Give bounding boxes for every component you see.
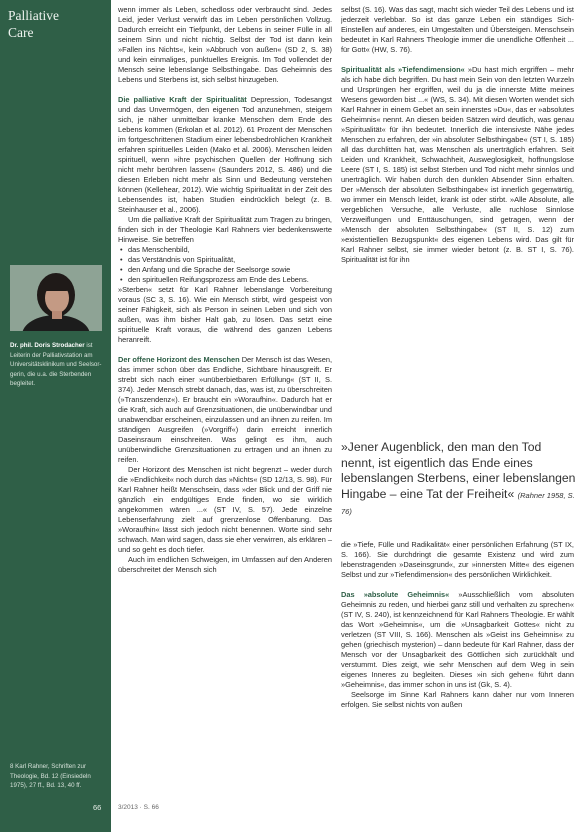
sidebar-band	[0, 0, 111, 832]
left-text-column	[118, 5, 332, 795]
paragraph: Um die palliative Kraft der Spiritualität zum Tragen zu bringen, finden sich in der Theologie Karl Rahners vier bedenkenswerte Hinweise. Sie betreffen	[118, 215, 332, 244]
right-text-column-top	[341, 5, 574, 395]
paragraph-text: »Du hast mich ergriffen – mehr als ich habe dich begriffen. Du hast mein Sein von den letzten Wurzeln und Ursprüngen her ergriffen, weil du ja die innerste Mitte meines Wesens geworden bist ...« (WS, S. 34). Mit diesen Worten wendet sich Karl Rahner in einem Gebet an sein innerstes »Du«, das er »absolutes Geheimnis« nennt. An diesen beiden Sätzen wird deutlich, was genau »Spiritualität« für ihn bedeutet. Innerlich die intensivste Nähe jedes Menschen zu erfahren, der »in absoluter Selbsthingabe« (ST I, S. 185) all das durchlitten hat, was Menschen als unerträglich erfahren. Seit Leiden und Krankheit, Schwachheit, Ausweglosigkeit, hoffnungslose Leere (ST I, S. 185) ist selbst Sterben und Tod nicht mehr sinnlos und unerträglich. Wir haben durch den dunklen Absender Sinn erhalten. Der »Mensch der absoluten Selbsthingabe« ist innerlich gegenwärtig, wo immer ein Mensch leidet, krank ist oder stirbt. »Alle Absolute, alle vergeblichen Versuche, alle Verluste, alle ruchlose Sinnlose Verzweiflungen und Enttäuschungen, sind getragen, wenn der »Mensch der absoluten Selbsthingabe« (ST II, S. 12) zum »existentiellen Bezugspunkt« des eigenen Lebens wird. Das gilt für Karl Rahner selbst, sie immer wieder betont (z. B. ST I, S. 76). Spiritualität ist für ihn	[341, 65, 574, 264]
section-heading: Der offene Horizont des Menschen	[118, 355, 240, 364]
paragraph: Der Horizont des Menschen ist nicht begrenzt – weder durch die »Endlichkeit« noch durch das »Nichts« (SD 12/13, S. 98). Für Karl Rahner heißt Menschsein, dass »der Blick und der Griff nie gänzlich ein endgültiges Ende finden, wo sie wirklich angekommen wären ...« (ST IV, S. 57). Jede einzelne Lebenserfahrung zielt auf grenzenlose Offenbarung. Das »Woraufhin« lässt sich jedoch nicht benennen. Worte sind sehr schwach. Man wird sagen, dass sie eher verwirren, als erklären – und so geht es doch tiefer.	[118, 465, 332, 554]
portrait-image	[10, 265, 102, 331]
paragraph-text: »Ausschließlich vom absoluten Geheimnis zu reden, und hierbei ganz still und verhalten zu sprechen« (ST IV, S. 240), ist kennzeichnend für Karl Rahners Theologie. Er wählt das Wort »Geheimnis«, um die »Unsagbarkeit Gottes« nicht zu verletzen (ST VIII, S. 166). Menschen als »Geist ins Geheimnis« zu gehen (griechisch mysterion) – dann bedeute für Karl Rahner, dass der Mensch vor der Unsagbarkeit des Göttlichen sich zurückhält und verstummt. Dies zeigt, wie sehr Menschen auf dem Weg in sein eigenes Inneres zu begleiten. Dieses »in sich gehen« führt dann »Geheimnis«, das immer schon in uns ist (Gk, S. 4).	[341, 590, 574, 689]
paragraph: Auch im endlichen Schweigen, im Umfassen auf den Anderen überschreitet der Mensch sich	[118, 555, 332, 574]
section-heading: Spiritualität als »Tiefendimension«	[341, 65, 465, 74]
list-item: • den Anfang und die Sprache der Seelsorge sowie	[128, 265, 332, 275]
list-item: • das Verständnis von Spiritualität,	[128, 255, 332, 265]
issue-line: 3/2013 · S. 66	[118, 804, 159, 811]
author-caption	[10, 341, 105, 389]
footnote: 8 Karl Rahner, Schriften zur Theologie, Bd. 12 (Einsiedeln 1975), 27 ff., Bd. 13, 40 ff.	[10, 763, 91, 789]
rubric-line-1: Palliative	[8, 8, 59, 23]
right-text-column-bottom	[341, 540, 574, 825]
section-rubric	[8, 7, 108, 41]
pull-quote	[341, 440, 576, 520]
author-portrait	[10, 265, 102, 331]
paragraph: »Sterben« setzt für Karl Rahner lebenslange Vorbereitung voraus (SC 3, S. 16). Wie ein Mensch stirbt, wird gespeist von seiner Fähigkeit, sich als Person in seinen Leben und sich von außen, was ihm bisher Halt gab, zu lösen. Das setzt eine spirituelle Kraft voraus, die während des ganzen Lebens heranreift.	[118, 285, 332, 344]
list-item: • das Menschenbild,	[128, 245, 332, 255]
section-heading: Die palliative Kraft der Spiritualität	[118, 95, 247, 104]
list-item: • den spirituellen Reifungsprozess am Ende des Lebens.	[128, 275, 332, 285]
paragraph: selbst (S. 16). Was das sagt, macht sich wieder Teil des Lebens und ist jederzeit verlebbar. So ist das ganze Leben ein ständiges Sich-Einstellen auf anderes, ein Umgestalten und Übersteigen. Menschsein bedeutet in Karl Rahners Theologie immer die unendliche Offenheit ... für Gott« (HW, S. 76).	[341, 5, 574, 54]
section-heading: Das »absolute Geheimnis«	[341, 590, 450, 599]
paragraph-text: Depression, Todesangst und das Unvermögen, den eigenen Tod anzunehmen, steigern sich, je näher unmittelbar kranke Menschen dem Ende des Lebens kommen (Erkolan et al. 2012). 61 Prozent der Menschen im fortgeschrittenen Stadium einer lebensbedrohlichen Krankheit erfahren spirituelles Leiden (Mako et al. 2006). Menschen leiden spirituell, wenn »ihre psychischen Quellen der Hoffnung sich nicht mehr berühren lassen« (Saunders 2012, S. 486) und die diesen Erleben nicht mehr als Sinn und Bedeutung verstehen können (Kellehear, 2012). Wie wichtig Spiritualität in der Zeit des Lebensendes ist, haben Studien eindrücklich belegt (z. B. Steinhauser et al., 2006).	[118, 95, 332, 214]
paragraph: wenn immer als Leben, schedloss oder verbraucht sind. Jedes Leid, jeder Verlust verwirft das im Leben persönlichen Vollzug. Dadurch erreicht ein Tiefpunkt, der Lebens in seiner Fülle in all seinem Sinn und nicht nichtig. Selbst der Tod ist dann kein »Fallen ins Nichts«, kein »Abbruch von außen« (SD 2, S. 38) und kein einmaliges, punktuelles Ereignis. Im Tod vollendet der Mensch seine lebenslange Selbsthingabe. Das Geheimnis des Lebens und Sterbens ist, sich selbst hinzugeben.	[118, 5, 332, 84]
rubric-line-2: Care	[8, 25, 34, 40]
paragraph: die »Tiefe, Fülle und Radikalität« einer persönlichen Erfahrung (ST IX, S. 166). Sie durchdringt die gesamte Existenz und wird zum lebenstragenden »Daseinsgrund«, zur »innersten Mitte« des eigenen Selbst und zur »Tiefendimension« des persönlichen Wirklichkeit.	[341, 540, 574, 579]
pull-quote-text: »Jener Augenblick, den man den Tod nennt, ist eigentlich das Ende eines lebenslangen Sterbens, einer lebenslangen Hingabe – eine Tat der Freiheit«	[341, 440, 576, 501]
author-name: Dr. phil. Doris Strodacher	[10, 342, 85, 349]
page-number: 66	[93, 803, 102, 812]
pull-quote-source: (Rahner 1958, S. 76)	[341, 490, 575, 516]
paragraph-text: Der Mensch ist das Wesen, das immer schon über das Endliche, Sichtbare hinausgreift. Er strebt sich nach einer »unüberbietbaren Erfüllung« (ST II, S. 374). Jeder Mensch strebt danach, das, was ist, zu überschreiten (»Transzendenz«). Er braucht ein »Woraufhin«. Dadurch hat er die Kraft, sich auch auf Grenzsituationen, die unüberwindbar und unabwendbar erscheinen, einzulassen und an ihnen zu reifen. Im ständigen Ausgreifen (»Vorgriff«) darin erreicht innerlich Daseinsraum einschreiten. Was gelingt es ihm, auch unüberwindliche Grenzsituationen zu ertragen und an ihnen zu reifen.	[118, 355, 332, 464]
author-description: ist Leiterin der Palliativstation am Universitätsklinikum und Seelsorgerin, die u.a. die Sterbenden begleitet.	[10, 342, 102, 387]
paragraph: Seelsorge im Sinne Karl Rahners kann daher nur vom Inneren erfolgen. Sie selbst nichts von außen	[341, 690, 574, 709]
bullet-list	[118, 245, 332, 285]
